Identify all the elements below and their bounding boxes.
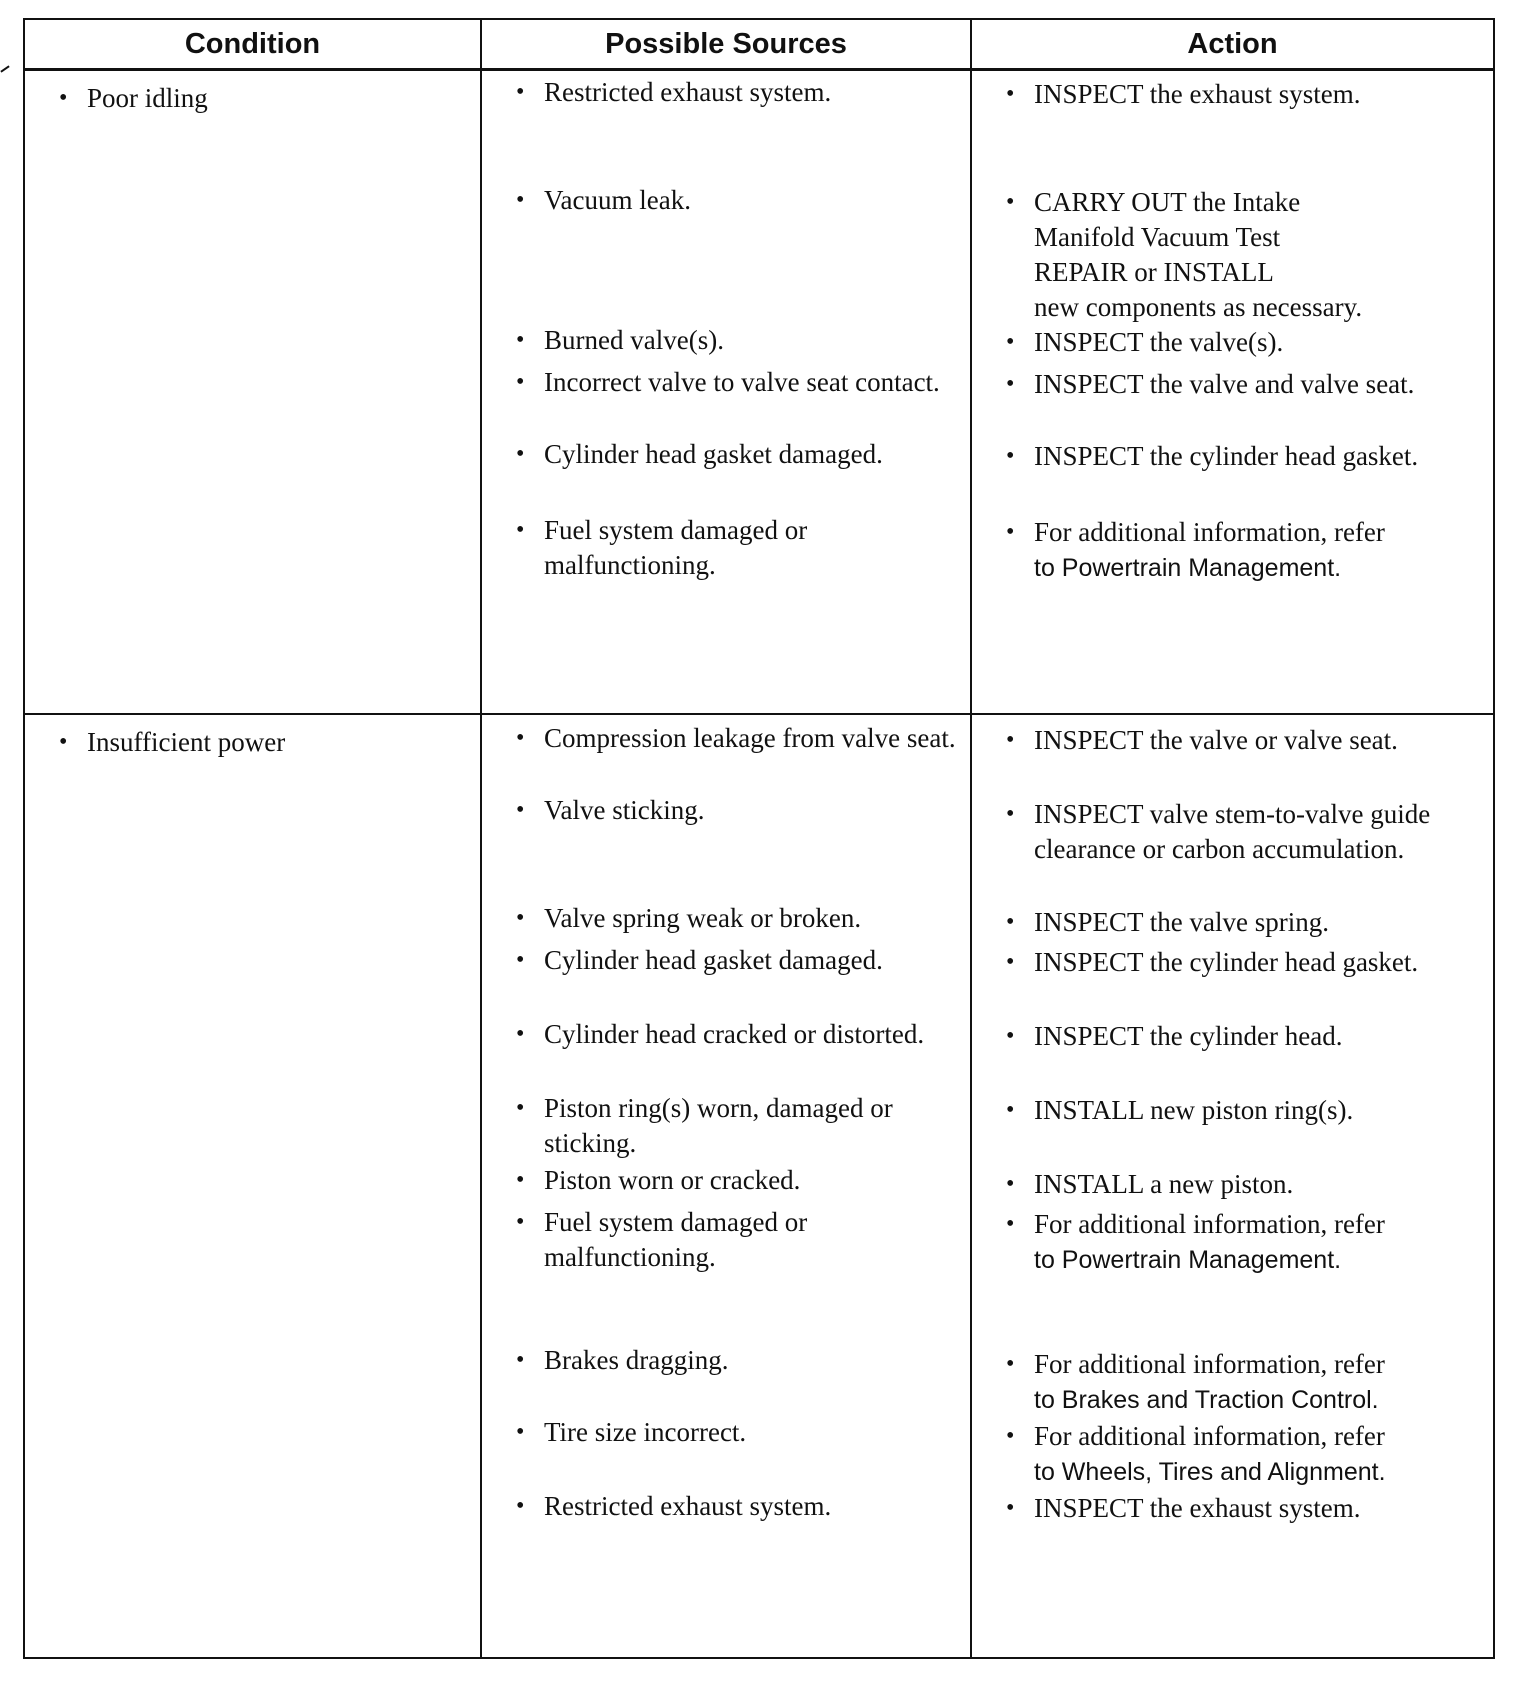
source-item: • Piston ring(s) worn, damaged or sticking. (516, 1093, 893, 1158)
action-item: • For additional information, refer to Brakes and Traction Control. (1006, 1349, 1385, 1414)
action-cell (971, 70, 1494, 715)
action-item: • INSPECT the valve and valve seat. (1006, 369, 1415, 399)
source-item: • Incorrect valve to valve seat contact. (516, 367, 940, 397)
source-item: • Restricted exhaust system. (516, 77, 832, 107)
action-item: • INSPECT the cylinder head gasket. (1006, 947, 1419, 977)
header-action: Action (971, 19, 1494, 70)
source-item: • Piston worn or cracked. (516, 1165, 801, 1195)
action-text: For additional information, refer (1034, 1421, 1385, 1451)
header-possible-sources: Possible Sources (481, 19, 971, 70)
action-text: INSPECT the valve(s). (1034, 327, 1284, 357)
source-text: Piston worn or cracked. (544, 1165, 801, 1195)
action-reference: to Powertrain Management. (1034, 1246, 1342, 1274)
action-text: new components as necessary. (1034, 292, 1363, 322)
action-cell (971, 714, 1494, 1658)
sources-cell (481, 70, 971, 715)
source-item: • Valve spring weak or broken. (516, 903, 862, 933)
action-text: INSPECT the valve and valve seat. (1034, 369, 1415, 399)
source-text: Valve sticking. (544, 795, 705, 825)
action-text: REPAIR or INSTALL (1034, 257, 1274, 287)
condition-cell (24, 714, 481, 1658)
action-text: INSPECT the cylinder head gasket. (1034, 441, 1419, 471)
action-text: INSTALL a new piston. (1034, 1169, 1294, 1199)
action-item: • INSPECT the valve(s). (1006, 327, 1284, 357)
action-text: For additional information, refer (1034, 517, 1385, 547)
condition-text: • Poor idling (25, 71, 480, 116)
source-text: Fuel system damaged or malfunctioning. (544, 515, 808, 580)
source-item: • Fuel system damaged or malfunctioning. (516, 1207, 808, 1272)
source-text: Cylinder head cracked or distorted. (544, 1019, 925, 1049)
source-text: Tire size incorrect. (544, 1417, 747, 1447)
action-text: INSTALL new piston ring(s). (1034, 1095, 1354, 1125)
source-item: • Tire size incorrect. (516, 1417, 747, 1447)
action-text: CARRY OUT the Intake (1034, 187, 1301, 217)
action-reference: to Powertrain Management. (1034, 554, 1342, 582)
action-item: • For additional information, refer to Powertrain Management. (1006, 517, 1385, 582)
source-text: Piston ring(s) worn, damaged or sticking. (544, 1093, 893, 1158)
condition-text: • Insufficient power (25, 715, 480, 760)
source-item: • Burned valve(s). (516, 325, 724, 355)
source-text: Cylinder head gasket damaged. (544, 945, 883, 975)
action-text: INSPECT the valve or valve seat. (1034, 725, 1398, 755)
margin-tick-mark (0, 65, 9, 72)
source-item: • Vacuum leak. (516, 185, 691, 215)
action-text: For additional information, refer (1034, 1209, 1385, 1239)
source-text: Incorrect valve to valve seat contact. (544, 367, 940, 397)
action-text: INSPECT the exhaust system. (1034, 79, 1361, 109)
source-text: Compression leakage from valve seat. (544, 723, 956, 753)
source-item: • Valve sticking. (516, 795, 705, 825)
action-text: INSPECT the exhaust system. (1034, 1493, 1361, 1523)
action-item: • INSPECT the valve or valve seat. (1006, 725, 1398, 755)
source-text: Restricted exhaust system. (544, 1491, 832, 1521)
sources-cell (481, 714, 971, 1658)
header-condition: Condition (24, 19, 481, 70)
action-text: INSPECT the valve spring. (1034, 907, 1329, 937)
source-text: Burned valve(s). (544, 325, 724, 355)
source-item: • Compression leakage from valve seat. (516, 723, 956, 753)
header-row (24, 19, 1494, 70)
source-item: • Cylinder head gasket damaged. (516, 945, 883, 975)
action-text: For additional information, refer (1034, 1349, 1385, 1379)
action-item: • INSPECT the cylinder head. (1006, 1021, 1343, 1051)
source-text: Vacuum leak. (544, 185, 691, 215)
source-item: • Cylinder head gasket damaged. (516, 439, 883, 469)
source-item: • Brakes dragging. (516, 1345, 729, 1375)
troubleshooting-table (23, 18, 1495, 1659)
action-item: • For additional information, refer to Powertrain Management. (1006, 1209, 1385, 1274)
source-text: Valve spring weak or broken. (544, 903, 862, 933)
action-text: Manifold Vacuum Test (1034, 222, 1281, 252)
source-text: Fuel system damaged or malfunctioning. (544, 1207, 808, 1272)
action-item: • INSPECT valve stem-to-valve guide clearance or carbon accumulation. (1006, 799, 1431, 864)
action-reference: to Wheels, Tires and Alignment. (1034, 1458, 1386, 1486)
action-text: INSPECT the cylinder head. (1034, 1021, 1343, 1051)
action-item: • INSPECT the valve spring. (1006, 907, 1329, 937)
action-text: INSPECT valve stem-to-valve guide clearance or carbon accumulation. (1034, 799, 1431, 864)
action-item: • INSPECT the exhaust system. (1006, 79, 1361, 109)
source-item: • Cylinder head cracked or distorted. (516, 1019, 925, 1049)
action-item: • CARRY OUT the Intake Manifold Vacuum Test REPAIR or INSTALL new components as necessary. (1006, 187, 1363, 322)
action-item: • INSPECT the cylinder head gasket. (1006, 441, 1419, 471)
action-item: • INSTALL a new piston. (1006, 1169, 1294, 1199)
source-item: • Fuel system damaged or malfunctioning. (516, 515, 808, 580)
source-item: • Restricted exhaust system. (516, 1491, 832, 1521)
action-text: INSPECT the cylinder head gasket. (1034, 947, 1419, 977)
action-item: • For additional information, refer to Wheels, Tires and Alignment. (1006, 1421, 1386, 1486)
source-text: Cylinder head gasket damaged. (544, 439, 883, 469)
source-text: Brakes dragging. (544, 1345, 729, 1375)
table-row-insufficient-power (24, 714, 1494, 1658)
table-row-poor-idling (24, 70, 1494, 715)
action-item: • INSTALL new piston ring(s). (1006, 1095, 1354, 1125)
action-item: • INSPECT the exhaust system. (1006, 1493, 1361, 1523)
source-text: Restricted exhaust system. (544, 77, 832, 107)
action-reference: to Brakes and Traction Control. (1034, 1386, 1379, 1414)
condition-cell (24, 70, 481, 715)
